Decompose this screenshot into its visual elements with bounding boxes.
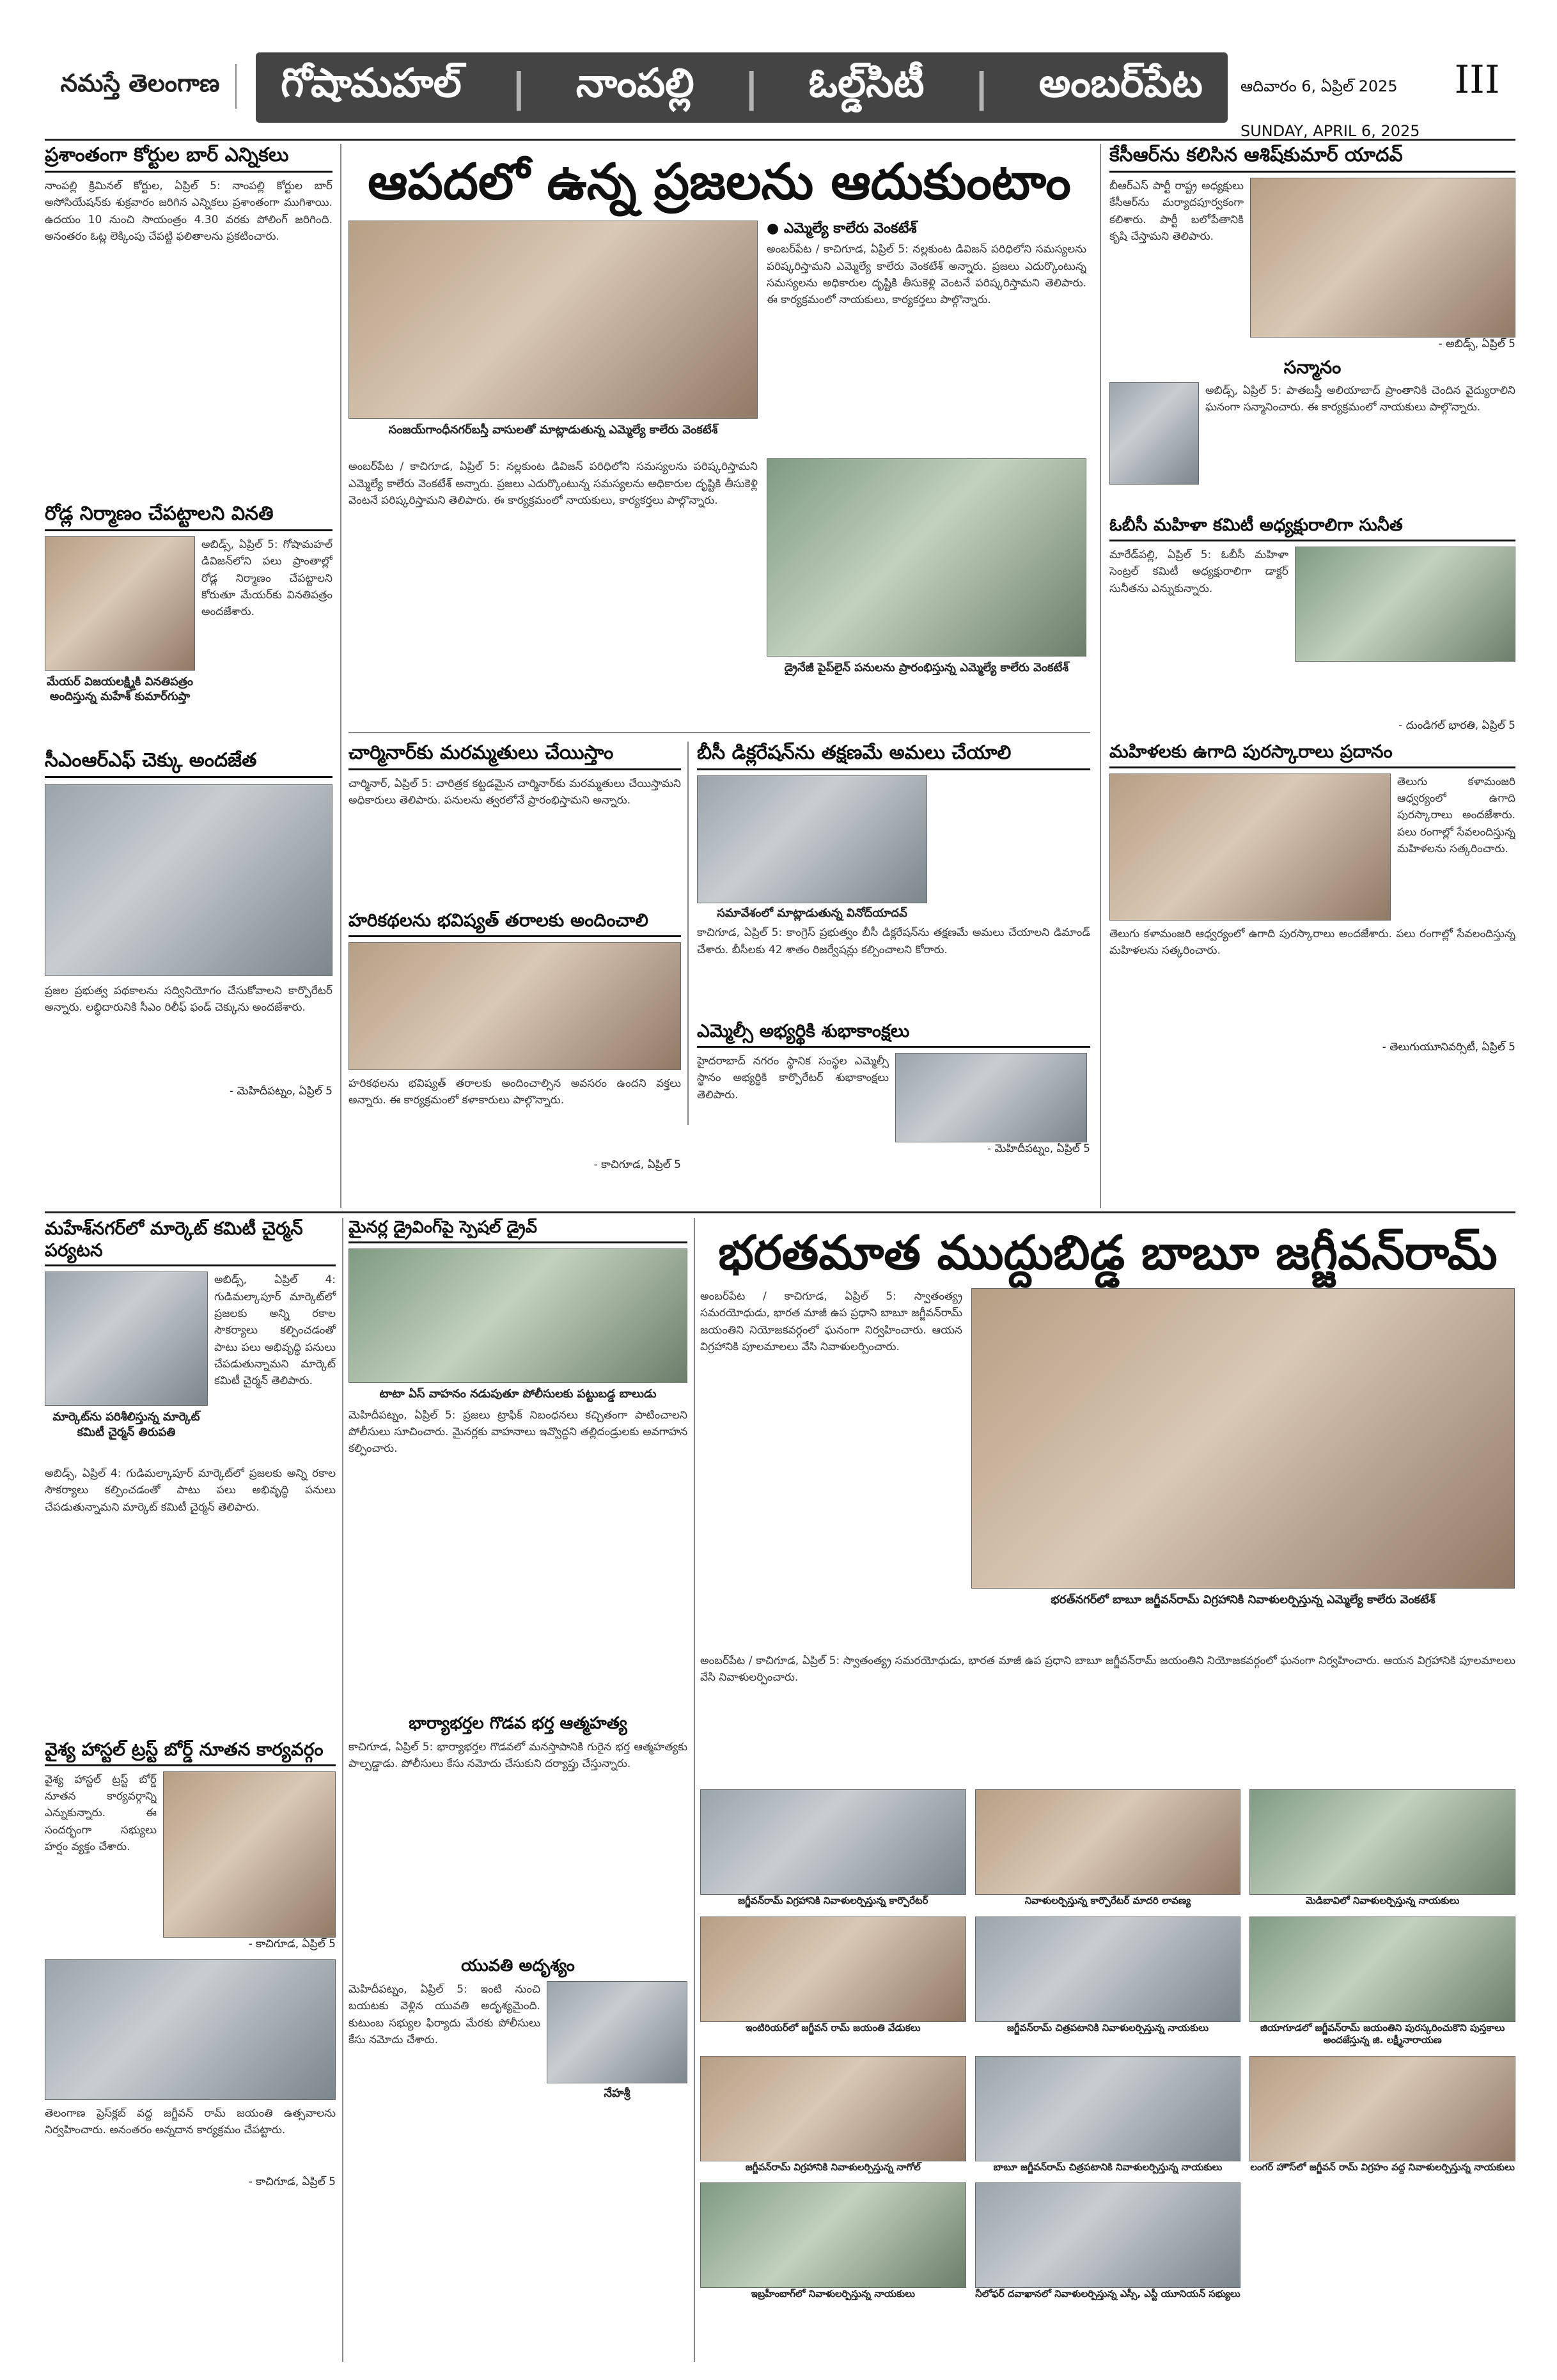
article-body: కాచిగూడ, ఏప్రిల్ 5: భార్యాభర్తల గొడవలో మనస్తాపానికి గురైన భర్త ఆత్మహత్యకు పాల్పడ్డాడు. పోలీసులు కేసు నమోదు చేసుకుని దర్యాప్తు చేస్తున్నారు.: [348, 1740, 687, 1771]
news-photo: [767, 458, 1086, 657]
headline: మైనర్ల డ్రైవింగ్‌పై స్పెషల్ డ్రైవ్: [348, 1218, 687, 1243]
photo-caption: నీలోఫర్ దవాఖానలో నివాళులర్పిస్తున్న ఎస్సీ, ఎస్టీ యూనియన్ సభ్యులు: [975, 2288, 1240, 2299]
news-photo: [700, 2056, 966, 2161]
headline: వైశ్య హాస్టల్ ట్రస్ట్ బోర్డ్ నూతన కార్యవర్గం: [45, 1739, 336, 1766]
article-body: ప్రజల ప్రభుత్వ పథకాలను సద్వినియోగం చేసుకోవాలని కార్పొరేటర్ అన్నారు. లబ్ధిదారునికి సీఎం రిలీఫ్ ఫండ్ చెక్కును అందజేశారు.: [45, 984, 333, 1015]
article-body: మెహిదీపట్నం, ఏప్రిల్ 5: ప్రజలు ట్రాఫిక్ నిబంధనలు కచ్చితంగా పాటించాలని పోలీసులు సూచించారు. మైనర్లకు వాహనాలు ఇవ్వొద్దని తల్లిదండ్రులకు అవగాహన కల్పించారు.: [348, 1408, 687, 1456]
news-photo: [163, 1771, 336, 1938]
article-body: అబిడ్స్, ఏప్రిల్ 5: గోషామహల్ డివిజన్‌లోని పలు ప్రాంతాల్లో రోడ్ల నిర్మాణం చేపట్టాలని కోరుతూ మేయర్‌కు వినతిపత్రం అందజేశారు.: [201, 538, 333, 619]
news-photo: [348, 942, 681, 1070]
photo-caption: మార్కెట్‌ను పరిశీలిస్తున్న మార్కెట్ కమిటీ చైర్మన్ తిరుపతి: [52, 1410, 200, 1439]
photo-caption: నివాళులర్పిస్తున్న కార్పొరేటర్ మాదరి లావణ్య: [1024, 1895, 1191, 1906]
news-photo: [45, 784, 333, 976]
news-photo: [975, 1789, 1241, 1895]
article-body: హరికథలను భవిష్యత్ తరాలకు అందించాల్సిన అవసరం ఉందని వక్తలు అన్నారు. ఈ కార్యక్రమంలో కళాకారులు పాల్గొన్నారు.: [348, 1077, 681, 1107]
article-body: అంబర్‌పేట / కాచిగూడ, ఏప్రిల్ 5: నల్లకుంట డివిజన్ పరిధిలోని సమస్యలను పరిష్కరిస్తామని ఎమ్మెల్యే కాలేరు వెంకటేశ్ అన్నారు. ప్రజలు ఎదుర్కొంటున్న సమస్యలను అధికారుల దృష్టికి తీసుకెళ్లి వెంటనే పరిష్కరిస్తామని తెలిపారు. ఈ కార్యక్రమంలో నాయకులు, కార్యకర్తలు పాల్గొన్నారు.: [348, 460, 758, 508]
date-english: SUNDAY, APRIL 6, 2025: [1240, 122, 1420, 140]
headline: ఓబీసీ మహిళా కమిటీ అధ్యక్షురాలిగా సునీత: [1109, 515, 1515, 541]
page-areas-banner: గోషామహల్ | నాంపల్లి | ఓల్డ్‌సిటీ | అంబర్‌పేట: [256, 52, 1228, 123]
news-photo: [1249, 1917, 1515, 2022]
article-body: తెలుగు కళామంజరి ఆధ్వర్యంలో ఉగాది పురస్కారాలు అందజేశారు. పలు రంగాల్లో సేవలందిస్తున్న మహిళలను సత్కరించారు.: [1397, 775, 1515, 855]
headline: సన్మానం: [1283, 357, 1342, 378]
headline: హరికథలను భవిష్యత్ తరాలకు అందించాలి: [348, 910, 681, 937]
right-column: [1109, 144, 1515, 1208]
photo-caption: జియాగూడలో జగ్జీవన్‌రామ్ జయంతిని పురస్కరించుకొని పుస్తకాలు అందజేస్తున్న జి. లక్ష్మీనారాయణ: [1260, 2021, 1505, 2046]
byline: - కాచిగూడ, ఏప్రిల్ 5: [248, 1937, 336, 1950]
headline: కేసీఆర్‌ను కలిసిన ఆశిష్‌కుమార్ యాదవ్: [1109, 144, 1515, 173]
left-column: [45, 144, 333, 1208]
news-photo: [1250, 178, 1515, 338]
area-name: నాంపల్లి: [575, 59, 694, 106]
portrait-photo: [1109, 382, 1199, 485]
photo-caption: భరత్‌నగర్‌లో బాబూ జగ్జీవన్‌రామ్ విగ్రహానికి నివాళులర్పిస్తున్న ఎమ్మెల్యే కాలేరు వెంకటేశ్: [1051, 1593, 1436, 1606]
photo-caption: లంగర్ హౌస్‌లో జగ్జీవన్ రామ్ విగ్రహం వద్ద నివాళులర్పిస్తున్న నాయకులు: [1250, 2161, 1515, 2173]
news-photo: [700, 1789, 966, 1895]
news-photo: [45, 536, 195, 671]
headline: మహిళలకు ఉగాది పురస్కారాలు ప్రదానం: [1109, 741, 1515, 768]
photo-caption: మెడిబావిలో నివాళులర్పిస్తున్న నాయకులు: [1306, 1895, 1460, 1906]
article-body: చార్మినార్, ఏప్రిల్ 5: చారిత్రక కట్టడమైన చార్మినార్‌కు మరమ్మతులు చేయిస్తామని అధికారులు తెలిపారు. పనులను త్వరలోనే ప్రారంభిస్తామని అన్నారు.: [348, 777, 681, 807]
article-body: అంబర్‌పేట / కాచిగూడ, ఏప్రిల్ 5: స్వాతంత్య్ర సమరయోధుడు, భారత మాజీ ఉప ప్రధాని బాబూ జగ్జీవన్‌రామ్ జయంతిని నియోజకవర్గంలో ఘనంగా నిర్వహించారు. ఆయన విగ్రహానికి పూలమాలలు వేసి నివాళులర్పించారు.: [700, 1654, 1515, 1684]
news-photo: [975, 2056, 1241, 2161]
photo-caption: డ్రైనేజీ పైప్‌లైన్ పనులను ప్రారంభిస్తున్న ఎమ్మెల్యే కాలేరు వెంకటేశ్: [784, 661, 1069, 675]
lead-headline: ఆపదలో ఉన్న ప్రజలను ఆదుకుంటాం: [368, 153, 1071, 211]
photo-caption: జగ్జీవన్‌రామ్ విగ్రహానికి నివాళులర్పిస్తున్న కార్పొరేటర్: [738, 1895, 928, 1906]
article-body: అబిడ్స్, ఏప్రిల్ 5: పాతబస్తీ అలియాబాద్ ప్రాంతానికి చెందిన వైద్యురాలిని ఘనంగా సన్మానించారు. ఈ కార్యక్రమంలో నాయకులు పాల్గొన్నారు.: [1205, 384, 1515, 414]
photo-caption: టాటా ఏస్ వాహనం నడుపుతూ పోలీసులకు పట్టుబడ్డ బాలుడు: [379, 1387, 657, 1401]
headline: బీసీ డిక్లరేషన్‌ను తక్షణమే అమలు చేయాలి: [697, 742, 1090, 770]
article-body: కాచిగూడ, ఏప్రిల్ 5: కాంగ్రెస్ ప్రభుత్వం బీసీ డిక్లరేషన్‌ను తక్షణమే అమలు చేయాలని డిమాండ్ చేశారు. బీసీలకు 42 శాతం రిజర్వేషన్లు కల్పించాలని కోరారు.: [697, 926, 1090, 956]
headline: యువతి అదృశ్యం: [461, 1956, 575, 1975]
article-body: మెహిదీపట్నం, ఏప్రిల్ 5: ఇంటి నుంచి బయటకు వెళ్లిన యువతి అదృశ్యమైంది. కుటుంబ సభ్యుల ఫిర్యాదు మేరకు పోలీసులు కేసు నమోదు చేశారు.: [348, 1982, 540, 2046]
photo-caption: జగ్జీవన్‌రామ్ చిత్రపటానికి నివాళులర్పిస్తున్న నాయకులు: [1006, 2021, 1209, 2034]
headline: ప్రశాంతంగా కోర్టుల బార్ ఎన్నికలు: [45, 144, 333, 173]
article-body: అబిడ్స్, ఏప్రిల్ 4: గుడిమల్కాపూర్ మార్కెట్‌లో ప్రజలకు అన్ని రకాల సౌకర్యాలు కల్పించడంతో పాటు పలు అభివృద్ధి పనులు చేపడుతున్నామని మార్కెట్ కమిటీ చైర్మన్ తెలిపారు.: [214, 1273, 336, 1388]
news-photo: [348, 1248, 687, 1383]
news-photo: [1249, 1789, 1515, 1895]
news-photo: [895, 1053, 1087, 1142]
headline: చార్మినార్‌కు మరమ్మతులు చేయిస్తాం: [348, 742, 681, 770]
portrait-photo: [547, 1981, 687, 2083]
news-photo: [1249, 2056, 1515, 2161]
byline: - మెహిదీపట్నం, ఏప్రిల్ 5: [987, 1142, 1090, 1155]
area-name: అంబర్‌పేట: [1038, 59, 1203, 106]
byline: - తెలుగుయూనివర్సిటీ, ఏప్రిల్ 5: [1382, 1040, 1515, 1054]
newspaper-brand: నమస్తే తెలంగాణ: [45, 64, 237, 109]
photo-caption: బాబూ జగ్జీవన్‌రామ్ చిత్రపటానికి నివాళులర్పిస్తున్న నాయకులు: [993, 2161, 1223, 2173]
section-headline: భరతమాత ముద్దుబిడ్డ బాబూ జగ్జీవన్‌రామ్: [718, 1225, 1498, 1280]
photo-caption: సంజయ్‌గాంధీనగర్‌బస్తీ వాసులతో మాట్లాడుతున్న ఎమ్మెల్యే కాలేరు వెంకటేశ్: [388, 423, 718, 437]
article-body: వైశ్య హాస్టల్ ట్రస్ట్ బోర్డ్ నూతన కార్యవర్గాన్ని ఎన్నుకున్నారు. ఈ సందర్భంగా సభ్యులు హర్షం వ్యక్తం చేశారు.: [45, 1773, 157, 1853]
byline: - అబిడ్స్, ఏప్రిల్ 5: [1438, 338, 1515, 350]
byline: - మెహిదీపట్నం, ఏప్రిల్ 5: [229, 1084, 333, 1098]
lead-photo: [348, 221, 758, 419]
headline: సీఎంఆర్‌ఎఫ్ చెక్కు అందజేత: [45, 749, 333, 778]
photo-caption: ఇంటిరియర్‌లో జగ్జీవన్ రామ్ జయంతి వేడుకలు: [746, 2021, 921, 2034]
article-body: బీఆర్ఎస్ పార్టీ రాష్ట్ర అధ్యక్షులు కేసీఆర్‌ను మర్యాదపూర్వకంగా కలిశారు. పార్టీ బలోపేతానికి కృషి చేస్తామని తెలిపారు.: [1109, 180, 1244, 244]
byline: - దుండిగల్ భారతి, ఏప్రిల్ 5: [1398, 719, 1515, 732]
photo-caption: జగ్జీవన్‌రామ్ విగ్రహానికి నివాళులర్పిస్తున్న నాగోల్: [745, 2161, 921, 2173]
date-telugu: ఆదివారం 6, ఏప్రిల్ 2025: [1240, 77, 1398, 95]
byline: - కాచిగూడ, ఏప్రిల్ 5: [248, 2175, 336, 2188]
article-body: అంబర్‌పేట / కాచిగూడ, ఏప్రిల్ 5: స్వాతంత్య్ర సమరయోధుడు, భారత మాజీ ఉప ప్రధాని బాబూ జగ్జీవన్‌రామ్ జయంతిని నియోజకవర్గంలో ఘనంగా నిర్వహించారు. ఆయన విగ్రహానికి పూలమాలలు వేసి నివాళులర్పించారు.: [700, 1290, 962, 1354]
news-photo: [975, 2182, 1241, 2288]
lead-photo: [971, 1288, 1515, 1589]
news-photo: [45, 1959, 336, 2100]
article-body: నాంపల్లి క్రిమినల్ కోర్టుల, ఏప్రిల్ 5: నాంపల్లి కోర్టుల బార్ అసోసియేషన్‌కు శుక్రవారం జరిగిన ఎన్నికలు ప్రశాంతంగా ముగిశాయి. ఉదయం 10 నుంచి సాయంత్రం 4.30 వరకు పోలింగ్ జరిగింది. అనంతరం ఓట్ల లెక్కింపు చేపట్టి ఫలితాలను ప్రకటించారు.: [45, 180, 333, 244]
dateline: [1240, 64, 1432, 153]
photo-caption: నేహశ్రీ: [604, 2086, 630, 2100]
article-body: అంబర్‌పేట / కాచిగూడ, ఏప్రిల్ 5: నల్లకుంట డివిజన్ పరిధిలోని సమస్యలను పరిష్కరిస్తామని ఎమ్మెల్యే కాలేరు వెంకటేశ్ అన్నారు. ప్రజలు ఎదుర్కొంటున్న సమస్యలను అధికారుల దృష్టికి తీసుకెళ్లి వెంటనే పరిష్కరిస్తామని తెలిపారు. ఈ కార్యక్రమంలో నాయకులు, కార్యకర్తలు పాల్గొన్నారు.: [767, 243, 1086, 307]
news-photo: [45, 1272, 208, 1406]
news-photo: [1109, 774, 1391, 921]
photo-caption: సమావేశంలో మాట్లాడుతున్న వినోద్‌యాదవ్: [717, 906, 907, 920]
news-photo: [700, 1917, 966, 2022]
photo-caption: ఇబ్రహీంబాగ్‌లో నివాళులర్పిస్తున్న నాయకులు: [751, 2288, 915, 2299]
lead-section: [348, 144, 1090, 1231]
news-photo: [700, 2182, 966, 2288]
area-name: గోషామహల్: [281, 59, 462, 106]
article-body: తెలంగాణ ప్రెస్‌క్లబ్ వద్ద జగ్జీవన్ రామ్ జయంతి ఉత్సవాలను నిర్వహించారు. అనంతరం అన్నదాన కార్యక్రమం చేపట్టారు.: [45, 2106, 336, 2136]
article-tag: ● ఎమ్మెల్యే కాలేరు వెంకటేశ్: [767, 221, 917, 237]
headline: ఎమ్మెల్సీ అభ్యర్థికి శుభాకాంక్షలు: [697, 1020, 1090, 1048]
jagjivan-section: [700, 1218, 1515, 2362]
masthead: [45, 38, 1515, 141]
lower-left-column: [45, 1218, 336, 2362]
news-photo: [1295, 547, 1515, 662]
article-body: హైదరాబాద్ నగరం స్థానిక సంస్థల ఎమ్మెల్సీ స్థానం అభ్యర్థికి కార్పొరేటర్ శుభాకాంక్షలు తెలిపారు.: [697, 1054, 889, 1101]
area-name: ఓల్డ్‌సిటీ: [808, 59, 925, 106]
briefs-column: [348, 1218, 687, 2362]
headline: భార్యాభర్తల గొడవ భర్త ఆత్మహత్య: [409, 1713, 627, 1733]
page-number: III: [1454, 58, 1500, 102]
news-photo: [697, 775, 927, 903]
byline: - కాచిగూడ, ఏప్రిల్ 5: [593, 1158, 681, 1171]
article-body: మారేడ్‌పల్లి, ఏప్రిల్ 5: ఓబీసీ మహిళా సెంట్రల్ కమిటీ అధ్యక్షురాలిగా డాక్టర్ సునీతను ఎన్నుకున్నారు.: [1109, 548, 1288, 595]
article-body: తెలుగు కళామంజరి ఆధ్వర్యంలో ఉగాది పురస్కారాలు అందజేశారు. పలు రంగాల్లో సేవలందిస్తున్న మహిళలను సత్కరించారు.: [1109, 927, 1515, 957]
news-photo: [975, 1917, 1241, 2022]
headline: మహేశ్‌నగర్‌లో మార్కెట్ కమిటీ చైర్మన్ పర్యటన: [45, 1218, 336, 1266]
article-body: అబిడ్స్, ఏప్రిల్ 4: గుడిమల్కాపూర్ మార్కెట్‌లో ప్రజలకు అన్ని రకాల సౌకర్యాలు కల్పించడంతో పాటు పలు అభివృద్ధి పనులు చేపడుతున్నామని మార్కెట్ కమిటీ చైర్మన్ తెలిపారు.: [45, 1466, 336, 1514]
headline: రోడ్ల నిర్మాణం చేపట్టాలని వినతి: [45, 502, 333, 531]
photo-caption: మేయర్ విజయలక్ష్మికి వినతిపత్రం అందిస్తున్న మహేశ్ కుమార్‌గుప్తా: [46, 675, 194, 704]
